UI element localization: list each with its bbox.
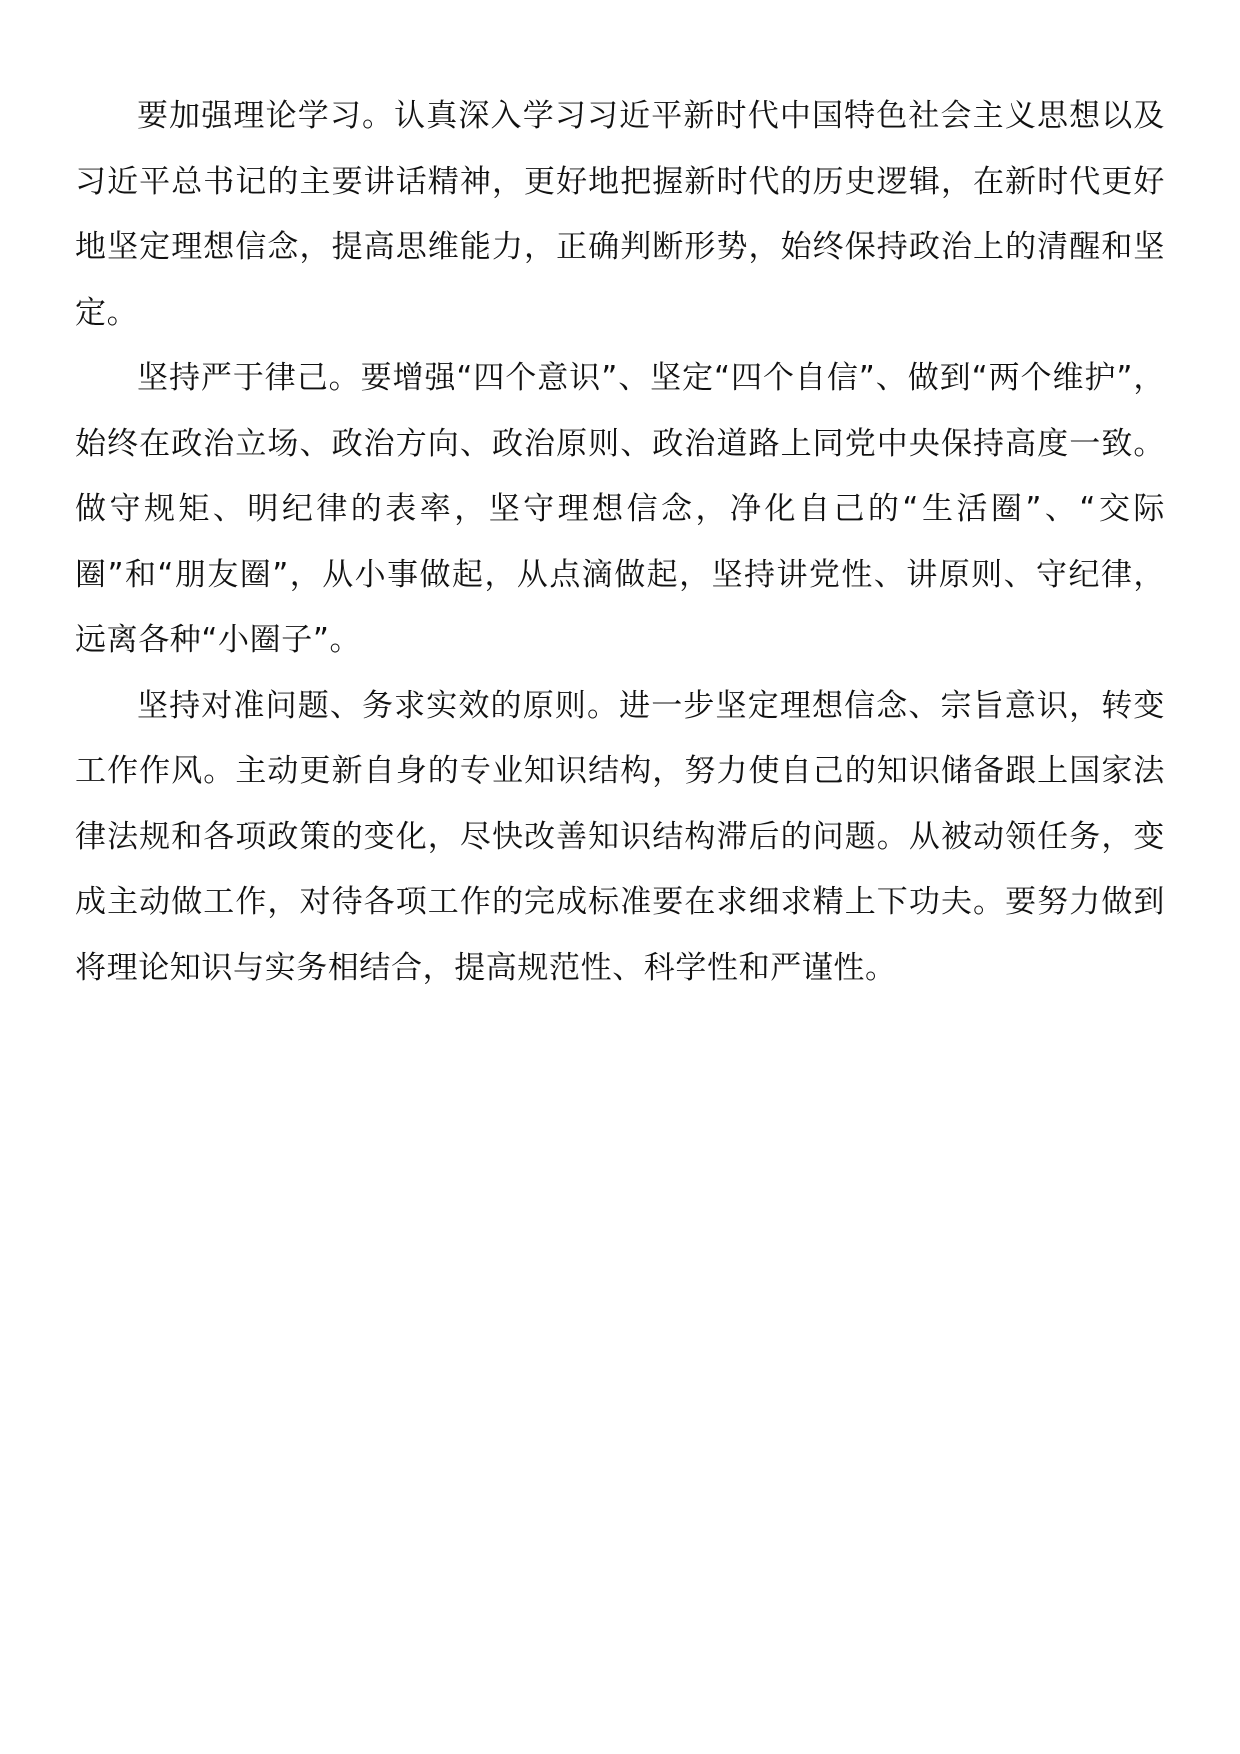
paragraph-problem-oriented: 坚持对准问题、务求实效的原则。进一步坚定理想信念、宗旨意识，转变工作作风。主动更新自身的专业知识结构，努力使自己的知识储备跟上国家法律法规和各项政策的变化，尽快改善知识结构滞后的问题。从被动领任务，变成主动做工作，对待各项工作的完成标准要在求细求精上下功夫。要努力做到将理论知识与实务相结合，提高规范性、科学性和严谨性。 [75,687,1165,986]
paragraph-theory-study: 要加强理论学习。认真深入学习习近平新时代中国特色社会主义思想以及习近平总书记的主要讲话精神，更好地把握新时代的历史逻辑，在新时代更好地坚定理想信念，提高思维能力，正确判断形势，始终保持政治上的清醒和坚定。 [75,98,1165,331]
paragraph-self-discipline: 坚持严于律己。要增强“四个意识”、坚定“四个自信”、做到“两个维护”，始终在政治立场、政治方向、政治原则、政治道路上同党中央保持高度一致。做守规矩、明纪律的表率，坚守理想信念，净化自己的“生活圈”、“交际圈”和“朋友圈”，从小事做起，从点滴做起，坚持讲党性、讲原则、守纪律，远离各种“小圈子”。 [75,360,1165,658]
document-body [75,84,1165,1001]
